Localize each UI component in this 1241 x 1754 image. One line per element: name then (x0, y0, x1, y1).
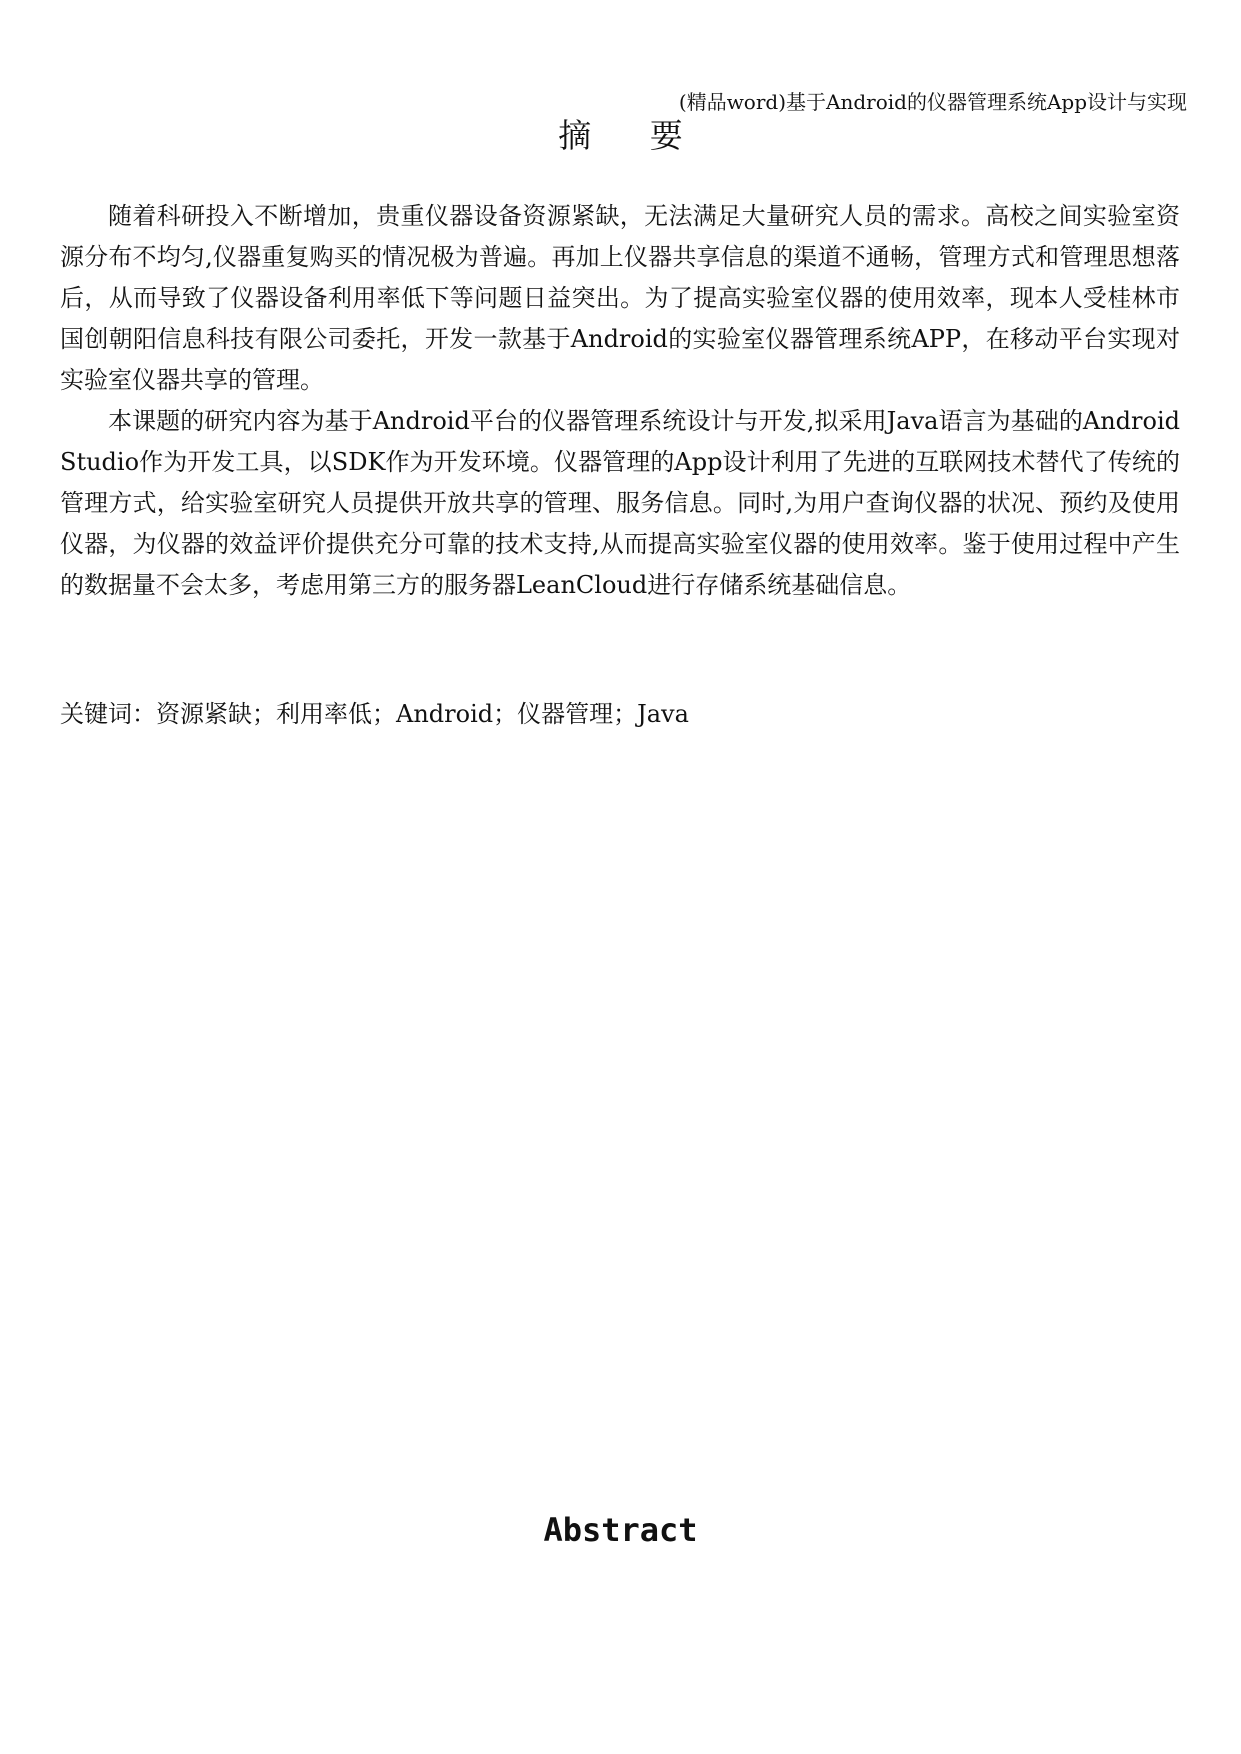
abstract-paragraph-1: 随着科研投入不断增加，贵重仪器设备资源紧缺，无法满足大量研究人员的需求。高校之间实验室资源分布不均匀,仪器重复购买的情况极为普遍。再加上仪器共享信息的渠道不通畅，管理方式和管理思想落后，从而导致了仪器设备利用率低下等问题日益突出。为了提高实验室仪器的使用效率，现本人受桂林市国创朝阳信息科技有限公司委托，开发一款基于Android的实验室仪器管理系统APP，在移动平台实现对实验室仪器共享的管理。 (60, 202, 1180, 394)
abstract-title-zh: 摘 要 (558, 116, 707, 155)
keywords-line: 关键词：资源紧缺；利用率低；Android；仪器管理；Java (60, 700, 689, 728)
abstract-paragraph-2: 本课题的研究内容为基于Android平台的仪器管理系统设计与开发,拟采用Java语言为基础的Android Studio作为开发工具，以SDK作为开发环境。仪器管理的App设计利用了先进的互联网技术替代了传统的管理方式，给实验室研究人员提供开放共享的管理、服务信息。同时,为用户查询仪器的状况、预约及使用仪器，为仪器的效益评价提供充分可靠的技术支持,从而提高实验室仪器的使用效率。鉴于使用过程中产生的数据量不会太多，考虑用第三方的服务器LeanCloud进行存储系统基础信息。 (60, 407, 1180, 599)
abstract-body-zh (60, 196, 1180, 606)
abstract-title-en: Abstract (543, 1511, 698, 1549)
running-header: (精品word)基于Android的仪器管理系统App设计与实现 (678, 90, 1187, 114)
